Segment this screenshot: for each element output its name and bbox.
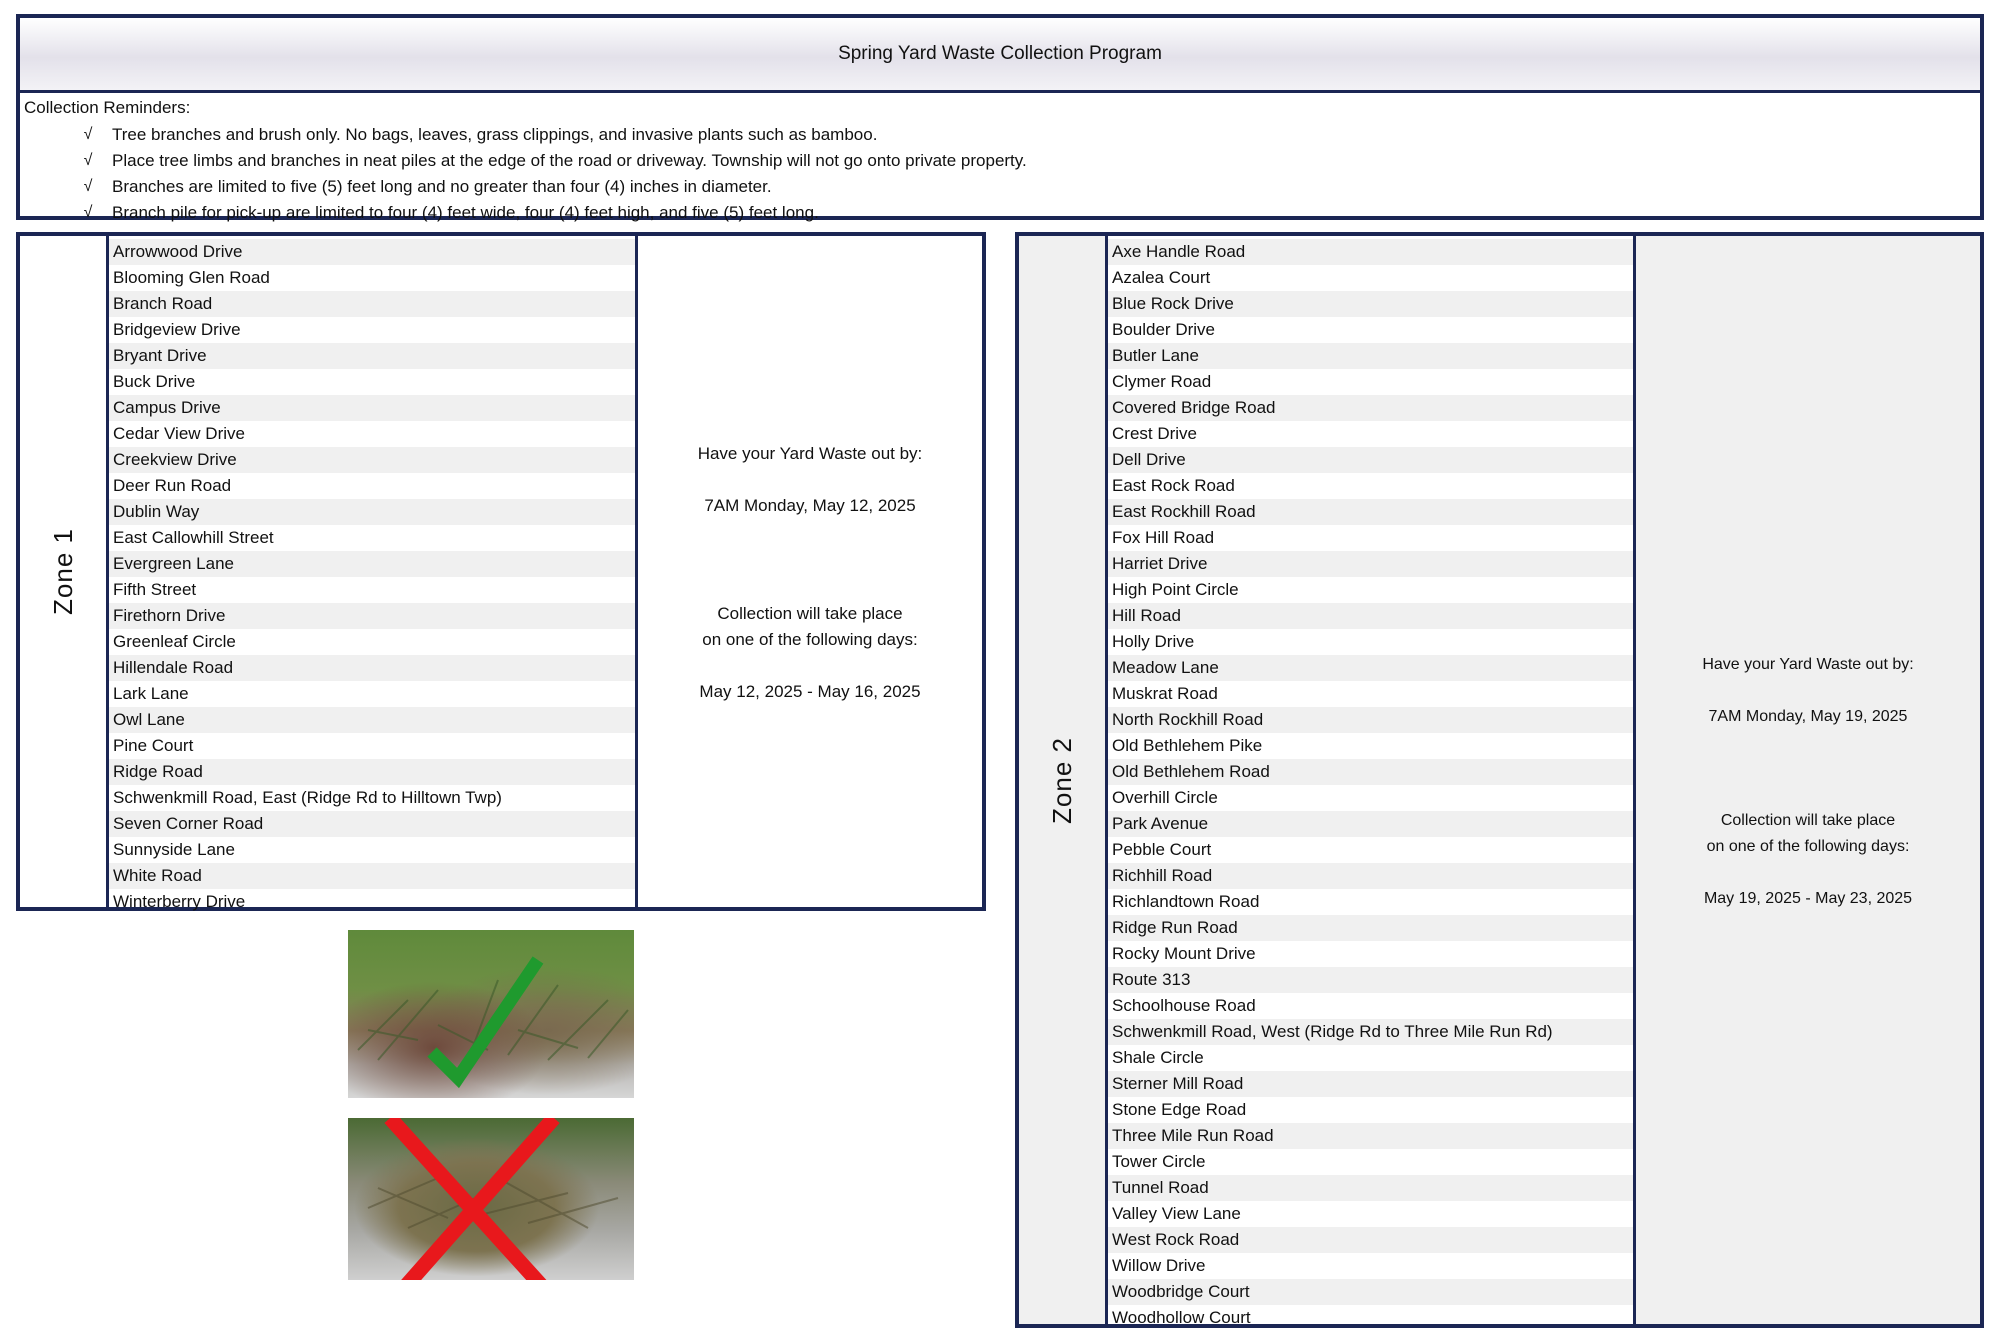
street-row: Willow Drive <box>1112 1256 1206 1275</box>
collection-line-2: on one of the following days: <box>1706 838 1910 855</box>
street-row: Pine Court <box>113 736 194 755</box>
street-row: Park Avenue <box>1108 811 1633 837</box>
street-row: Holly Drive <box>1112 632 1195 651</box>
zone-2-label: Zone 2 <box>1019 236 1108 1324</box>
street-row: Buck Drive <box>113 372 196 391</box>
program-header <box>16 14 1984 220</box>
reminder-item: √ Place tree limbs and branches in neat piles at the edge of the road or driveway. Township will not go onto private property. <box>20 148 1980 174</box>
street-row: Overhill Circle <box>1112 788 1218 807</box>
street-row: Harriet Drive <box>1108 551 1633 577</box>
street-row: Sunnyside Lane <box>113 840 235 859</box>
street-row: Branch Road <box>109 291 635 317</box>
zone-2-schedule <box>1636 236 1980 1324</box>
street-row: Greenleaf Circle <box>113 632 236 651</box>
street-row: Cedar View Drive <box>113 424 245 443</box>
street-row: Bridgeview Drive <box>113 320 241 339</box>
street-row: Blooming Glen Road <box>113 268 270 287</box>
street-row: Shale Circle <box>1112 1048 1204 1067</box>
zone-1-label: Zone 1 <box>20 236 109 907</box>
street-row: Muskrat Road <box>1112 684 1218 703</box>
street-row: Woodhollow Court <box>1112 1308 1251 1327</box>
street-row: Fifth Street <box>113 580 197 599</box>
street-row: Schoolhouse Road <box>1112 996 1256 1015</box>
street-row: Seven Corner Road <box>109 811 635 837</box>
reminder-item: √ Branches are limited to five (5) feet long and no greater than four (4) inches in diameter. <box>20 174 1980 200</box>
street-row: Fox Hill Road <box>1112 528 1215 547</box>
street-row: Arrowwood Drive <box>109 239 635 265</box>
street-row: Stone Edge Road <box>1112 1100 1247 1119</box>
street-row: Hill Road <box>1108 603 1633 629</box>
street-row: Tower Circle <box>1112 1152 1206 1171</box>
zone-1-table <box>16 232 986 911</box>
red-x-icon <box>348 1118 634 1280</box>
reminders-heading: Collection Reminders: <box>24 98 191 117</box>
street-row: Ridge Road <box>109 759 635 785</box>
street-row: East Rockhill Road <box>1108 499 1633 525</box>
street-row: Firethorn Drive <box>109 603 635 629</box>
check-icon: √ <box>83 152 93 169</box>
street-row: Hillendale Road <box>109 655 635 681</box>
out-by-date: 7AM Monday, May 19, 2025 <box>1708 708 1908 725</box>
street-row: Ridge Run Road <box>1108 915 1633 941</box>
street-row: White Road <box>109 863 635 889</box>
street-row: Winterberry Drive <box>113 892 246 911</box>
zone-1-street-list <box>109 236 638 911</box>
street-row: Old Bethlehem Road <box>1108 759 1633 785</box>
street-row: East Rock Road <box>1112 476 1235 495</box>
street-row: Dublin Way <box>109 499 635 525</box>
incorrect-pile-photo <box>348 1118 634 1280</box>
street-row: Woodbridge Court <box>1108 1279 1633 1305</box>
check-icon: √ <box>83 178 93 195</box>
reminder-item: √ Branch pile for pick-up are limited to four (4) feet wide, four (4) feet high, and five (5) feet long. <box>20 200 1980 226</box>
page-title: Spring Yard Waste Collection Program <box>20 18 1980 93</box>
zone-2-street-list <box>1108 236 1636 1327</box>
street-row: Clymer Road <box>1112 372 1212 391</box>
street-row: Three Mile Run Road <box>1108 1123 1633 1149</box>
street-row: Azalea Court <box>1112 268 1211 287</box>
street-row: Valley View Lane <box>1112 1204 1241 1223</box>
check-icon: √ <box>83 126 93 143</box>
out-by-label: Have your Yard Waste out by: <box>1702 656 1914 673</box>
street-row: Sterner Mill Road <box>1108 1071 1633 1097</box>
street-row: East Callowhill Street <box>113 528 274 547</box>
check-icon: √ <box>83 204 93 221</box>
street-row: Evergreen Lane <box>109 551 635 577</box>
street-row: Meadow Lane <box>1108 655 1633 681</box>
street-row: Route 313 <box>1108 967 1633 993</box>
collection-line-1: Collection will take place <box>1720 812 1896 829</box>
collection-range: May 19, 2025 - May 23, 2025 <box>1703 890 1913 907</box>
collection-line-1: Collection will take place <box>717 604 903 623</box>
street-row: Schwenkmill Road, East (Ridge Rd to Hilltown Twp) <box>113 788 502 807</box>
out-by-date: 7AM Monday, May 12, 2025 <box>704 496 916 515</box>
street-row: Butler Lane <box>1108 343 1633 369</box>
reminder-item: √ Tree branches and brush only. No bags, leaves, grass clippings, and invasive plants such as bamboo. <box>20 122 1980 148</box>
street-row: Creekview Drive <box>109 447 635 473</box>
street-row: North Rockhill Road <box>1108 707 1633 733</box>
street-row: High Point Circle <box>1112 580 1239 599</box>
street-row: Richlandtown Road <box>1112 892 1260 911</box>
street-row: Covered Bridge Road <box>1108 395 1633 421</box>
street-row: Crest Drive <box>1112 424 1198 443</box>
street-row: Pebble Court <box>1112 840 1212 859</box>
street-row: Rocky Mount Drive <box>1112 944 1256 963</box>
zone-2-table <box>1015 232 1984 1328</box>
collection-range: May 12, 2025 - May 16, 2025 <box>699 682 921 701</box>
street-row: Schwenkmill Road, West (Ridge Rd to Three Mile Run Rd) <box>1108 1019 1633 1045</box>
street-row: Campus Drive <box>109 395 635 421</box>
street-row: Boulder Drive <box>1112 320 1215 339</box>
street-row: Axe Handle Road <box>1108 239 1633 265</box>
street-row: Old Bethlehem Pike <box>1112 736 1263 755</box>
street-row: West Rock Road <box>1108 1227 1633 1253</box>
street-row: Dell Drive <box>1108 447 1633 473</box>
reminders-list <box>20 122 1980 226</box>
street-row: Richhill Road <box>1108 863 1633 889</box>
street-row: Tunnel Road <box>1108 1175 1633 1201</box>
correct-pile-photo <box>348 930 634 1098</box>
green-checkmark-icon <box>348 930 634 1098</box>
street-row: Deer Run Road <box>113 476 232 495</box>
street-row: Blue Rock Drive <box>1108 291 1633 317</box>
street-row: Bryant Drive <box>109 343 635 369</box>
out-by-label: Have your Yard Waste out by: <box>697 444 923 463</box>
street-row: Lark Lane <box>113 684 189 703</box>
collection-line-2: on one of the following days: <box>702 630 918 649</box>
zone-1-schedule <box>638 236 982 907</box>
street-row: Owl Lane <box>109 707 635 733</box>
